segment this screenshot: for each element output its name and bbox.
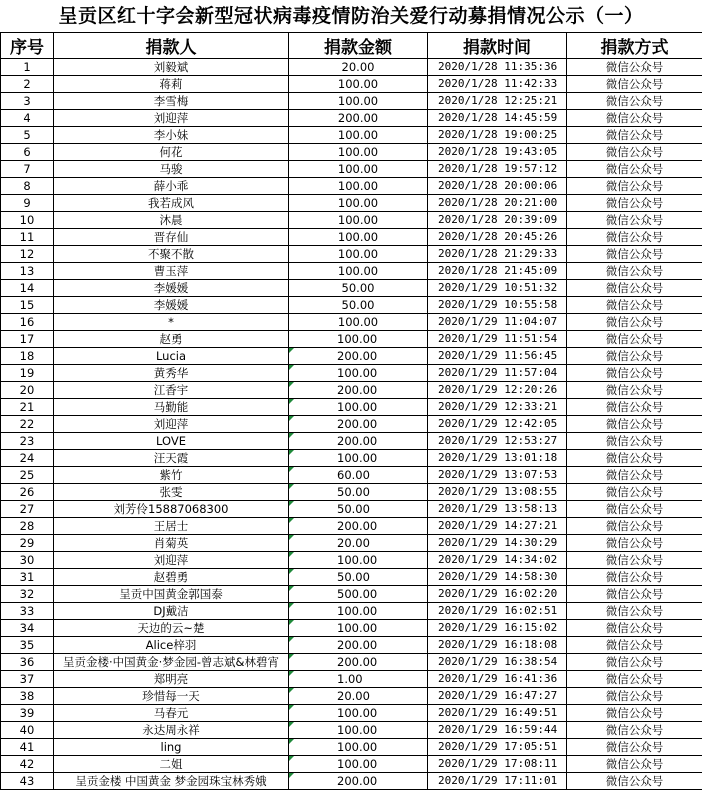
cell-no[interactable]: 7	[1, 161, 54, 178]
cell-donor[interactable]: 江香宇	[54, 382, 289, 399]
cell-donor[interactable]: LOVE	[54, 433, 289, 450]
cell-no[interactable]: 20	[1, 382, 54, 399]
cell-method[interactable]: 微信公众号	[567, 93, 702, 110]
table-row	[1, 178, 702, 195]
table-row	[1, 620, 702, 637]
cell-amount[interactable]: 20.00	[289, 688, 428, 705]
cell-method[interactable]: 微信公众号	[567, 773, 702, 790]
table-row	[1, 637, 702, 654]
table-row	[1, 688, 702, 705]
cell-amount[interactable]: 100.00	[289, 314, 428, 331]
cell-time[interactable]: 2020/1/29 16:02:20	[428, 586, 567, 603]
cell-method[interactable]: 微信公众号	[567, 739, 702, 756]
table-row	[1, 586, 702, 603]
table-row	[1, 399, 702, 416]
cell-donor[interactable]: 黄秀华	[54, 365, 289, 382]
cell-no[interactable]: 15	[1, 297, 54, 314]
table-row	[1, 297, 702, 314]
cell-no[interactable]: 28	[1, 518, 54, 535]
cell-amount[interactable]: 100.00	[289, 331, 428, 348]
table-row	[1, 450, 702, 467]
cell-donor[interactable]: *	[54, 314, 289, 331]
cell-method[interactable]: 微信公众号	[567, 127, 702, 144]
cell-no[interactable]: 41	[1, 739, 54, 756]
cell-donor[interactable]: 何花	[54, 144, 289, 161]
cell-method[interactable]: 微信公众号	[567, 314, 702, 331]
cell-no[interactable]: 27	[1, 501, 54, 518]
cell-amount[interactable]: 100.00	[289, 93, 428, 110]
cell-donor[interactable]: 李雪梅	[54, 93, 289, 110]
cell-amount[interactable]: 100.00	[289, 603, 428, 620]
cell-time[interactable]: 2020/1/28 12:25:21	[428, 93, 567, 110]
table-row	[1, 93, 702, 110]
cell-amount[interactable]: 100.00	[289, 705, 428, 722]
cell-donor[interactable]: 郑明亮	[54, 671, 289, 688]
cell-time[interactable]: 2020/1/28 11:42:33	[428, 76, 567, 93]
cell-donor[interactable]: 不聚不散	[54, 246, 289, 263]
table-row	[1, 722, 702, 739]
cell-donor[interactable]: 我若成风	[54, 195, 289, 212]
cell-time[interactable]: 2020/1/29 16:41:36	[428, 671, 567, 688]
cell-method[interactable]: 微信公众号	[567, 178, 702, 195]
cell-amount[interactable]: 200.00	[289, 518, 428, 535]
cell-amount[interactable]: 100.00	[289, 722, 428, 739]
table-row	[1, 127, 702, 144]
cell-amount[interactable]: 100.00	[289, 246, 428, 263]
table-row	[1, 603, 702, 620]
cell-method[interactable]: 微信公众号	[567, 212, 702, 229]
cell-donor[interactable]: Lucia	[54, 348, 289, 365]
header-cell-time[interactable]: 捐款时间	[428, 33, 567, 59]
cell-no[interactable]: 39	[1, 705, 54, 722]
cell-amount[interactable]: 100.00	[289, 178, 428, 195]
cell-donor[interactable]: 李媛媛	[54, 297, 289, 314]
cell-time[interactable]: 2020/1/29 16:18:08	[428, 637, 567, 654]
cell-no[interactable]: 3	[1, 93, 54, 110]
cell-no[interactable]: 2	[1, 76, 54, 93]
cell-no[interactable]: 30	[1, 552, 54, 569]
cell-amount[interactable]: 200.00	[289, 773, 428, 790]
table-row	[1, 756, 702, 773]
cell-method[interactable]: 微信公众号	[567, 59, 702, 76]
cell-donor[interactable]: 张雯	[54, 484, 289, 501]
cell-method[interactable]: 微信公众号	[567, 297, 702, 314]
cell-no[interactable]: 5	[1, 127, 54, 144]
cell-time[interactable]: 2020/1/29 17:11:01	[428, 773, 567, 790]
cell-time[interactable]: 2020/1/29 12:20:26	[428, 382, 567, 399]
cell-no[interactable]: 16	[1, 314, 54, 331]
cell-time[interactable]: 2020/1/29 11:51:54	[428, 331, 567, 348]
header-cell-amount[interactable]: 捐款金额	[289, 33, 428, 59]
cell-amount[interactable]: 200.00	[289, 654, 428, 671]
cell-no[interactable]: 34	[1, 620, 54, 637]
cell-time[interactable]: 2020/1/28 20:00:06	[428, 178, 567, 195]
cell-donor[interactable]: 天边的云~楚	[54, 620, 289, 637]
cell-no[interactable]: 12	[1, 246, 54, 263]
cell-no[interactable]: 37	[1, 671, 54, 688]
table-row	[1, 552, 702, 569]
cell-no[interactable]: 6	[1, 144, 54, 161]
header-row	[1, 33, 702, 59]
cell-method[interactable]: 微信公众号	[567, 722, 702, 739]
cell-method[interactable]: 微信公众号	[567, 331, 702, 348]
cell-no[interactable]: 36	[1, 654, 54, 671]
cell-method[interactable]: 微信公众号	[567, 161, 702, 178]
cell-amount[interactable]: 100.00	[289, 756, 428, 773]
cell-donor[interactable]: 马勤能	[54, 399, 289, 416]
table-row	[1, 671, 702, 688]
cell-amount[interactable]: 200.00	[289, 416, 428, 433]
cell-no[interactable]: 43	[1, 773, 54, 790]
table-row	[1, 59, 702, 76]
cell-amount[interactable]: 100.00	[289, 399, 428, 416]
cell-amount[interactable]: 100.00	[289, 195, 428, 212]
cell-no[interactable]: 1	[1, 59, 54, 76]
cell-amount[interactable]: 200.00	[289, 110, 428, 127]
cell-amount[interactable]: 100.00	[289, 229, 428, 246]
cell-method[interactable]: 微信公众号	[567, 229, 702, 246]
cell-time[interactable]: 2020/1/29 16:15:02	[428, 620, 567, 637]
cell-time[interactable]: 2020/1/29 12:42:05	[428, 416, 567, 433]
cell-method[interactable]: 微信公众号	[567, 399, 702, 416]
table-row	[1, 365, 702, 382]
cell-amount[interactable]: 100.00	[289, 739, 428, 756]
cell-no[interactable]: 42	[1, 756, 54, 773]
cell-time[interactable]: 2020/1/29 16:49:51	[428, 705, 567, 722]
cell-donor[interactable]: 李媛媛	[54, 280, 289, 297]
cell-amount[interactable]: 20.00	[289, 59, 428, 76]
cell-time[interactable]: 2020/1/29 14:34:02	[428, 552, 567, 569]
table-row	[1, 229, 702, 246]
cell-donor[interactable]: 紫竹	[54, 467, 289, 484]
cell-amount[interactable]: 200.00	[289, 433, 428, 450]
page-title: 呈贡区红十字会新型冠状病毒疫情防治关爱行动募捐情况公示（一）	[0, 0, 702, 32]
cell-method[interactable]: 微信公众号	[567, 280, 702, 297]
cell-no[interactable]: 18	[1, 348, 54, 365]
cell-method[interactable]: 微信公众号	[567, 586, 702, 603]
cell-amount[interactable]: 100.00	[289, 161, 428, 178]
cell-method[interactable]: 微信公众号	[567, 76, 702, 93]
donation-table	[0, 32, 702, 790]
table-row	[1, 569, 702, 586]
cell-method[interactable]: 微信公众号	[567, 501, 702, 518]
table-row	[1, 195, 702, 212]
cell-amount[interactable]: 1.00	[289, 671, 428, 688]
cell-time[interactable]: 2020/1/28 19:43:05	[428, 144, 567, 161]
cell-amount[interactable]: 60.00	[289, 467, 428, 484]
cell-time[interactable]: 2020/1/29 13:01:18	[428, 450, 567, 467]
cell-time[interactable]: 2020/1/29 13:07:53	[428, 467, 567, 484]
table-row	[1, 739, 702, 756]
table-row	[1, 484, 702, 501]
table-row	[1, 161, 702, 178]
cell-time[interactable]: 2020/1/28 11:35:36	[428, 59, 567, 76]
cell-method[interactable]: 微信公众号	[567, 637, 702, 654]
cell-method[interactable]: 微信公众号	[567, 144, 702, 161]
table-row	[1, 314, 702, 331]
cell-method[interactable]: 微信公众号	[567, 348, 702, 365]
cell-method[interactable]: 微信公众号	[567, 569, 702, 586]
cell-time[interactable]: 2020/1/29 10:55:58	[428, 297, 567, 314]
cell-time[interactable]: 2020/1/28 21:45:09	[428, 263, 567, 280]
table-row	[1, 773, 702, 790]
cell-amount[interactable]: 50.00	[289, 569, 428, 586]
cell-method[interactable]: 微信公众号	[567, 110, 702, 127]
cell-time[interactable]: 2020/1/29 12:33:21	[428, 399, 567, 416]
table-row	[1, 263, 702, 280]
header-cell-donor[interactable]: 捐款人	[54, 33, 289, 59]
cell-method[interactable]: 微信公众号	[567, 467, 702, 484]
table-row	[1, 501, 702, 518]
cell-donor[interactable]: 李小妹	[54, 127, 289, 144]
cell-donor[interactable]: 珍惜每一天	[54, 688, 289, 705]
cell-donor[interactable]: 刘迎萍	[54, 416, 289, 433]
cell-no[interactable]: 9	[1, 195, 54, 212]
cell-donor[interactable]: 呈贡金楼 中国黄金 梦金园珠宝林秀娥	[54, 773, 289, 790]
cell-no[interactable]: 35	[1, 637, 54, 654]
cell-amount[interactable]: 200.00	[289, 637, 428, 654]
cell-time[interactable]: 2020/1/29 16:59:44	[428, 722, 567, 739]
cell-method[interactable]: 微信公众号	[567, 535, 702, 552]
cell-time[interactable]: 2020/1/29 16:38:54	[428, 654, 567, 671]
cell-method[interactable]: 微信公众号	[567, 688, 702, 705]
cell-amount[interactable]: 200.00	[289, 382, 428, 399]
cell-method[interactable]: 微信公众号	[567, 416, 702, 433]
cell-amount[interactable]: 50.00	[289, 297, 428, 314]
cell-donor[interactable]: 二姐	[54, 756, 289, 773]
cell-time[interactable]: 2020/1/29 14:58:30	[428, 569, 567, 586]
cell-time[interactable]: 2020/1/28 21:29:33	[428, 246, 567, 263]
cell-no[interactable]: 25	[1, 467, 54, 484]
cell-donor[interactable]: 蒋莉	[54, 76, 289, 93]
cell-no[interactable]: 17	[1, 331, 54, 348]
table-row	[1, 331, 702, 348]
cell-method[interactable]: 微信公众号	[567, 484, 702, 501]
table-row	[1, 518, 702, 535]
cell-method[interactable]: 微信公众号	[567, 518, 702, 535]
table-row	[1, 212, 702, 229]
cell-no[interactable]: 23	[1, 433, 54, 450]
table-row	[1, 144, 702, 161]
cell-donor[interactable]: 薛小乖	[54, 178, 289, 195]
table-row	[1, 246, 702, 263]
table-row	[1, 705, 702, 722]
cell-no[interactable]: 8	[1, 178, 54, 195]
cell-time[interactable]: 2020/1/29 11:57:04	[428, 365, 567, 382]
cell-no[interactable]: 14	[1, 280, 54, 297]
table-row	[1, 535, 702, 552]
cell-donor[interactable]: DJ戴洁	[54, 603, 289, 620]
cell-no[interactable]: 26	[1, 484, 54, 501]
cell-donor[interactable]: Alice梓羽	[54, 637, 289, 654]
cell-no[interactable]: 29	[1, 535, 54, 552]
header-cell-method[interactable]: 捐款方式	[567, 33, 702, 59]
cell-time[interactable]: 2020/1/29 17:08:11	[428, 756, 567, 773]
table-body	[1, 59, 702, 790]
cell-time[interactable]: 2020/1/28 19:00:25	[428, 127, 567, 144]
cell-time[interactable]: 2020/1/28 14:45:59	[428, 110, 567, 127]
cell-no[interactable]: 4	[1, 110, 54, 127]
cell-donor[interactable]: 汪天霞	[54, 450, 289, 467]
cell-no[interactable]: 22	[1, 416, 54, 433]
cell-method[interactable]: 微信公众号	[567, 671, 702, 688]
cell-amount[interactable]: 100.00	[289, 144, 428, 161]
cell-donor[interactable]: 王居士	[54, 518, 289, 535]
cell-time[interactable]: 2020/1/28 20:45:26	[428, 229, 567, 246]
cell-donor[interactable]: 刘迎萍	[54, 552, 289, 569]
cell-amount[interactable]: 100.00	[289, 212, 428, 229]
cell-time[interactable]: 2020/1/29 10:51:32	[428, 280, 567, 297]
cell-donor[interactable]: 肖菊英	[54, 535, 289, 552]
cell-donor[interactable]: 晋存仙	[54, 229, 289, 246]
cell-donor[interactable]: 刘迎萍	[54, 110, 289, 127]
table-row	[1, 382, 702, 399]
cell-amount[interactable]: 100.00	[289, 127, 428, 144]
cell-method[interactable]: 微信公众号	[567, 195, 702, 212]
cell-time[interactable]: 2020/1/29 16:02:51	[428, 603, 567, 620]
cell-donor[interactable]: 曹玉萍	[54, 263, 289, 280]
cell-method[interactable]: 微信公众号	[567, 620, 702, 637]
cell-method[interactable]: 微信公众号	[567, 263, 702, 280]
cell-method[interactable]: 微信公众号	[567, 654, 702, 671]
cell-amount[interactable]: 50.00	[289, 484, 428, 501]
cell-no[interactable]: 24	[1, 450, 54, 467]
cell-no[interactable]: 10	[1, 212, 54, 229]
header-cell-no[interactable]: 序号	[1, 33, 54, 59]
cell-no[interactable]: 11	[1, 229, 54, 246]
cell-time[interactable]: 2020/1/29 17:05:51	[428, 739, 567, 756]
cell-donor[interactable]: 沐晨	[54, 212, 289, 229]
table-row	[1, 416, 702, 433]
cell-method[interactable]: 微信公众号	[567, 552, 702, 569]
table-row	[1, 280, 702, 297]
cell-method[interactable]: 微信公众号	[567, 756, 702, 773]
cell-time[interactable]: 2020/1/29 13:58:13	[428, 501, 567, 518]
cell-amount[interactable]: 100.00	[289, 76, 428, 93]
cell-no[interactable]: 40	[1, 722, 54, 739]
cell-no[interactable]: 33	[1, 603, 54, 620]
cell-method[interactable]: 微信公众号	[567, 246, 702, 263]
cell-donor[interactable]: 赵勇	[54, 331, 289, 348]
cell-method[interactable]: 微信公众号	[567, 450, 702, 467]
cell-time[interactable]: 2020/1/29 13:08:55	[428, 484, 567, 501]
cell-no[interactable]: 19	[1, 365, 54, 382]
cell-time[interactable]: 2020/1/29 14:30:29	[428, 535, 567, 552]
cell-no[interactable]: 13	[1, 263, 54, 280]
cell-time[interactable]: 2020/1/29 12:53:27	[428, 433, 567, 450]
cell-method[interactable]: 微信公众号	[567, 705, 702, 722]
cell-donor[interactable]: 刘芳伶15887068300	[54, 501, 289, 518]
cell-amount[interactable]: 20.00	[289, 535, 428, 552]
cell-donor[interactable]: 永达周永祥	[54, 722, 289, 739]
cell-donor[interactable]: ling	[54, 739, 289, 756]
cell-time[interactable]: 2020/1/28 20:21:00	[428, 195, 567, 212]
cell-method[interactable]: 微信公众号	[567, 433, 702, 450]
cell-donor[interactable]: 呈贡中国黄金郭国泰	[54, 586, 289, 603]
cell-amount[interactable]: 200.00	[289, 348, 428, 365]
cell-amount[interactable]: 50.00	[289, 501, 428, 518]
cell-no[interactable]: 32	[1, 586, 54, 603]
cell-donor[interactable]: 呈贡金楼·中国黄金·梦金园-曾志斌&林碧宵	[54, 654, 289, 671]
cell-method[interactable]: 微信公众号	[567, 603, 702, 620]
cell-method[interactable]: 微信公众号	[567, 365, 702, 382]
cell-amount[interactable]: 100.00	[289, 365, 428, 382]
cell-time[interactable]: 2020/1/28 20:39:09	[428, 212, 567, 229]
cell-donor[interactable]: 赵碧勇	[54, 569, 289, 586]
cell-amount[interactable]: 100.00	[289, 620, 428, 637]
cell-method[interactable]: 微信公众号	[567, 382, 702, 399]
cell-no[interactable]: 38	[1, 688, 54, 705]
cell-time[interactable]: 2020/1/29 14:27:21	[428, 518, 567, 535]
table-row	[1, 467, 702, 484]
cell-donor[interactable]: 马骏	[54, 161, 289, 178]
table-row	[1, 110, 702, 127]
cell-donor[interactable]: 马春元	[54, 705, 289, 722]
cell-time[interactable]: 2020/1/29 11:56:45	[428, 348, 567, 365]
cell-time[interactable]: 2020/1/29 16:47:27	[428, 688, 567, 705]
cell-donor[interactable]: 刘毅斌	[54, 59, 289, 76]
table-row	[1, 433, 702, 450]
cell-amount[interactable]: 100.00	[289, 263, 428, 280]
cell-amount[interactable]: 50.00	[289, 280, 428, 297]
cell-time[interactable]: 2020/1/28 19:57:12	[428, 161, 567, 178]
cell-amount[interactable]: 100.00	[289, 552, 428, 569]
cell-no[interactable]: 21	[1, 399, 54, 416]
table-row	[1, 76, 702, 93]
cell-amount[interactable]: 500.00	[289, 586, 428, 603]
cell-time[interactable]: 2020/1/29 11:04:07	[428, 314, 567, 331]
cell-amount[interactable]: 100.00	[289, 450, 428, 467]
table-row	[1, 348, 702, 365]
cell-no[interactable]: 31	[1, 569, 54, 586]
table-row	[1, 654, 702, 671]
